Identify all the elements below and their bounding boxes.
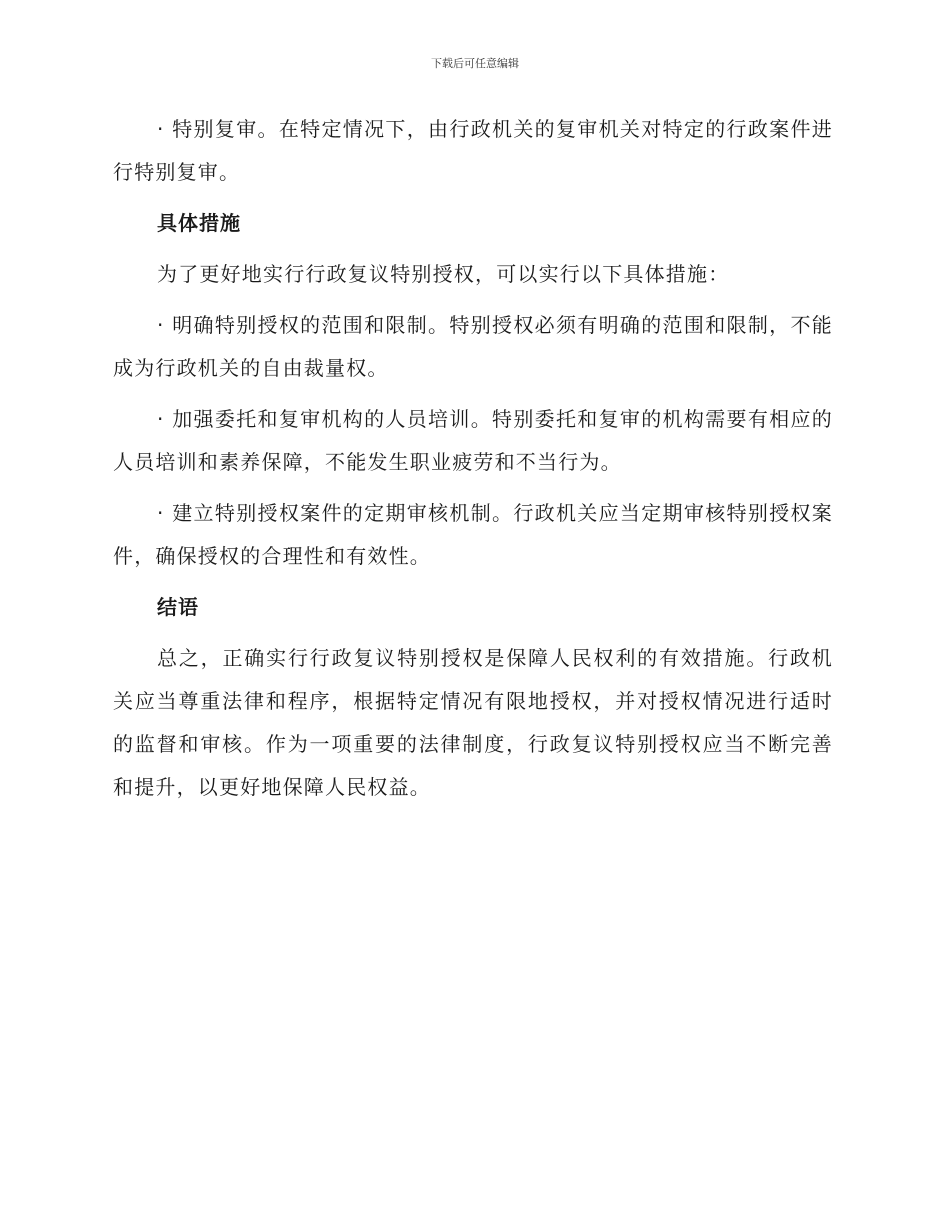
document-body [113, 108, 833, 817]
page-header: 下载后可任意编辑 [431, 57, 519, 70]
paragraph-clarify-scope: · 明确特别授权的范围和限制。特别授权必须有明确的范围和限制，不能成为行政机关的自由裁量权。 [113, 313, 833, 380]
paragraph-special-review: · 特别复审。在特定情况下，由行政机关的复审机关对特定的行政案件进行特别复审。 [113, 117, 833, 184]
paragraph-measures-intro: 为了更好地实行行政复议特别授权，可以实行以下具体措施： [157, 262, 730, 286]
heading-specific-measures: 具体措施 [157, 211, 241, 235]
paragraph-review-mechanism: · 建立特别授权案件的定期审核机制。行政机关应当定期审核特别授权案件，确保授权的合理性和有效性。 [113, 501, 833, 568]
paragraph-conclusion: 总之，正确实行行政复议特别授权是保障人民权利的有效措施。行政机关应当尊重法律和程序，根据特定情况有限地授权，并对授权情况进行适时的监督和审核。作为一项重要的法律制度，行政复议特别授权应当不断完善和提升，以更好地保障人民权益。 [113, 646, 833, 799]
heading-conclusion: 结语 [157, 595, 199, 619]
paragraph-staff-training: · 加强委托和复审机构的人员培训。特别委托和复审的机构需要有相应的人员培训和素养保障，不能发生职业疲劳和不当行为。 [113, 407, 833, 474]
